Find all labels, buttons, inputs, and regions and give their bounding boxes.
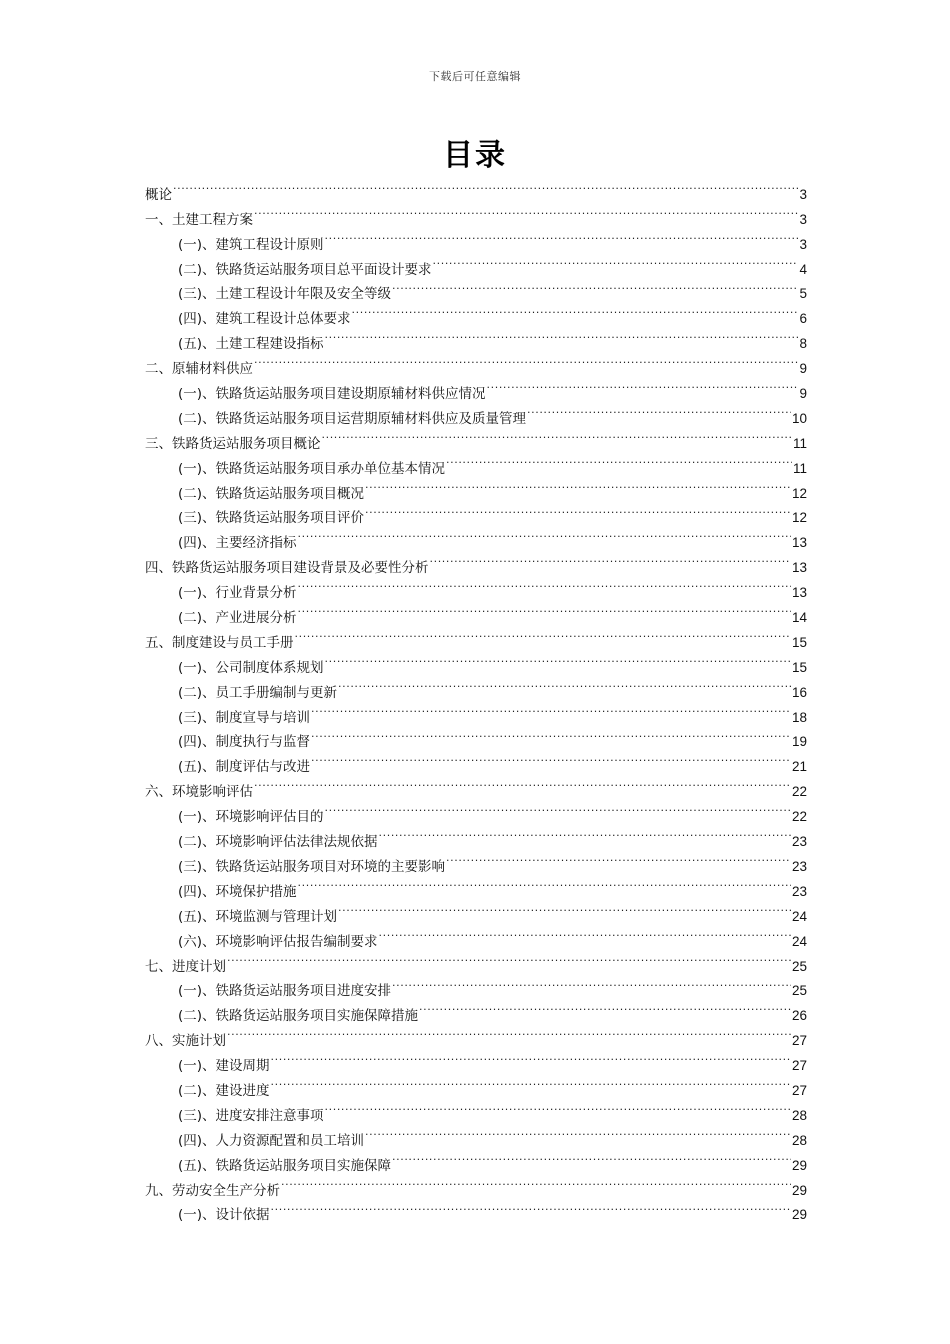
toc-entry-label: (一)、建设周期: [178, 1058, 270, 1075]
toc-page-number: 27: [791, 1033, 807, 1049]
toc-entry-label: (二)、员工手册编制与更新: [178, 684, 338, 701]
toc-dot-leader: [311, 697, 791, 722]
toc-dot-leader: [311, 746, 791, 771]
toc-entry[interactable]: [145, 199, 807, 228]
toc-entry-label: (二)、铁路货运站服务项目实施保障措施: [178, 1008, 419, 1025]
toc-dot-leader: [365, 498, 791, 523]
toc-page-number: 13: [791, 560, 807, 576]
toc-dot-leader: [338, 896, 791, 921]
toc-entry-label: (三)、铁路货运站服务项目对环境的主要影响: [178, 858, 446, 875]
toc-page-number: 16: [791, 684, 807, 700]
toc-page-number: 19: [791, 734, 807, 750]
toc-dot-leader: [271, 1195, 791, 1220]
toc-entry-label: (二)、环境影响评估法律法规依据: [178, 834, 378, 851]
toc-dot-leader: [433, 249, 799, 274]
toc-page-number: 27: [791, 1058, 807, 1074]
toc-dot-leader: [430, 547, 791, 572]
toc-page-number: 9: [799, 386, 807, 402]
toc-entry-label: (一)、行业背景分析: [178, 585, 297, 602]
toc-page-number: 11: [792, 460, 807, 476]
toc-entry-label: (四)、建筑工程设计总体要求: [178, 311, 351, 328]
toc-dot-leader: [446, 448, 792, 473]
page-title: 目录: [443, 138, 507, 173]
toc-page-number: 11: [792, 435, 807, 451]
toc-entry-label: (二)、铁路货运站服务项目总平面设计要求: [178, 261, 432, 278]
toc-entry[interactable]: [145, 946, 807, 975]
toc-entry-label: (一)、公司制度体系规划: [178, 659, 324, 676]
toc-entry[interactable]: [145, 174, 807, 203]
toc-entry-label: (五)、铁路货运站服务项目实施保障: [178, 1157, 392, 1174]
toc-dot-leader: [392, 1145, 791, 1170]
toc-dot-leader: [281, 1170, 791, 1195]
toc-dot-leader: [254, 199, 798, 224]
toc-page-number: 24: [791, 908, 807, 924]
toc-entry-label: (一)、铁路货运站服务项目进度安排: [178, 983, 392, 1000]
toc-page-number: 21: [791, 759, 807, 775]
toc-dot-leader: [446, 846, 791, 871]
toc-page-number: 24: [791, 933, 807, 949]
toc-page-number: 12: [791, 485, 807, 501]
toc-dot-leader: [271, 1045, 791, 1070]
toc-dot-leader: [352, 298, 799, 323]
toc-page-number: 28: [791, 1132, 807, 1148]
toc-entry-label: 九、劳动安全生产分析: [145, 1182, 280, 1199]
toc-page-number: 6: [799, 311, 807, 327]
toc-page-number: 22: [791, 809, 807, 825]
toc-entry-label: (五)、土建工程建设指标: [178, 336, 324, 353]
toc-entry-label: (一)、环境影响评估目的: [178, 809, 324, 826]
toc-dot-leader: [325, 647, 791, 672]
toc-page-number: 15: [791, 659, 807, 675]
toc-entry-label: (三)、制度宣导与培训: [178, 709, 311, 726]
toc-entry-label: (三)、土建工程设计年限及安全等级: [178, 286, 392, 303]
toc-entry-label: (四)、制度执行与监督: [178, 734, 311, 751]
toc-entry-label: 七、进度计划: [145, 958, 226, 975]
toc-dot-leader: [365, 473, 791, 498]
toc-dot-leader: [295, 622, 791, 647]
toc-entry-label: 一、土建工程方案: [145, 211, 253, 228]
toc-dot-leader: [254, 348, 798, 373]
toc-dot-leader: [298, 871, 791, 896]
toc-entry-label: (五)、环境监测与管理计划: [178, 908, 338, 925]
toc-dot-leader: [227, 946, 791, 971]
toc-entry-label: 概论: [145, 186, 172, 203]
toc-entry-label: (二)、铁路货运站服务项目运营期原辅材料供应及质量管理: [178, 410, 527, 427]
toc-page-number: 27: [791, 1082, 807, 1098]
toc-entry-label: (五)、制度评估与改进: [178, 759, 311, 776]
toc-dot-leader: [325, 323, 799, 348]
toc-page-number: 3: [799, 236, 807, 252]
toc-entry-label: (一)、铁路货运站服务项目建设期原辅材料供应情况: [178, 386, 486, 403]
toc-entry-label: (四)、主要经济指标: [178, 535, 297, 552]
toc-dot-leader: [325, 224, 799, 249]
toc-dot-leader: [298, 522, 791, 547]
toc-page-number: 15: [791, 634, 807, 650]
toc-entry-label: (二)、建设进度: [178, 1082, 270, 1099]
toc-dot-leader: [379, 921, 791, 946]
toc-entry-label: (一)、设计依据: [178, 1207, 270, 1224]
toc-subentry[interactable]: [145, 1045, 807, 1075]
toc-entry-label: (六)、环境影响评估报告编制要求: [178, 933, 378, 950]
toc-dot-leader: [487, 373, 799, 398]
toc-dot-leader: [271, 1070, 791, 1095]
toc-entry-label: (三)、进度安排注意事项: [178, 1107, 324, 1124]
toc-dot-leader: [365, 1120, 791, 1145]
toc-dot-leader: [298, 572, 791, 597]
toc-page-number: 22: [791, 784, 807, 800]
toc-entry-label: 三、铁路货运站服务项目概论: [145, 435, 321, 452]
toc-dot-leader: [325, 796, 791, 821]
toc-page-number: 29: [791, 1182, 807, 1198]
toc-entry-label: (二)、铁路货运站服务项目概况: [178, 485, 365, 502]
toc-entry-label: 二、原辅材料供应: [145, 361, 253, 378]
toc-entry-label: 六、环境影响评估: [145, 784, 253, 801]
toc-dot-leader: [254, 771, 791, 796]
toc-dot-leader: [419, 995, 791, 1020]
toc-entry-label: (四)、环境保护措施: [178, 883, 297, 900]
toc-page-number: 5: [799, 286, 807, 302]
toc-dot-leader: [322, 423, 792, 448]
toc-page-number: 23: [791, 883, 807, 899]
toc-page-number: 28: [791, 1107, 807, 1123]
toc-entry-label: (一)、建筑工程设计原则: [178, 236, 324, 253]
toc-dot-leader: [392, 274, 798, 299]
toc-page-number: 29: [791, 1157, 807, 1173]
toc-page-number: 25: [791, 958, 807, 974]
toc-page-number: 10: [791, 410, 807, 426]
toc-page-number: 18: [791, 709, 807, 725]
toc-page-number: 3: [799, 211, 807, 227]
toc-page-number: 8: [799, 336, 807, 352]
toc-entry-label: 五、制度建设与员工手册: [145, 634, 294, 651]
toc-entry-label: (二)、产业进展分析: [178, 610, 297, 627]
toc-dot-leader: [379, 821, 791, 846]
toc-entry-label: (一)、铁路货运站服务项目承办单位基本情况: [178, 460, 446, 477]
toc-page-number: 3: [799, 186, 807, 202]
toc-dot-leader: [298, 597, 791, 622]
toc-page-number: 13: [791, 535, 807, 551]
toc-dot-leader: [392, 971, 791, 996]
toc-page-number: 4: [799, 261, 807, 277]
toc-page-number: 12: [791, 510, 807, 526]
toc-dot-leader: [325, 1095, 791, 1120]
toc-page-number: 14: [791, 610, 807, 626]
toc-entry[interactable]: [145, 1020, 807, 1050]
toc-page-number: 29: [791, 1207, 807, 1223]
toc-dot-leader: [311, 722, 791, 747]
toc-entry-label: 八、实施计划: [145, 1033, 226, 1050]
table-of-contents: [145, 174, 807, 1224]
toc-dot-leader: [338, 672, 791, 697]
toc-dot-leader: [227, 1020, 791, 1045]
toc-page-number: 9: [799, 361, 807, 377]
header-note: 下载后可任意编辑: [429, 70, 521, 83]
toc-page-number: 13: [791, 585, 807, 601]
toc-page-number: 26: [791, 1008, 807, 1024]
toc-entry-label: 四、铁路货运站服务项目建设背景及必要性分析: [145, 560, 429, 577]
toc-dot-leader: [173, 174, 798, 199]
toc-subentry[interactable]: [145, 971, 807, 1000]
toc-entry-label: (三)、铁路货运站服务项目评价: [178, 510, 365, 527]
toc-page-number: 23: [791, 834, 807, 850]
toc-page-number: 25: [791, 983, 807, 999]
toc-dot-leader: [527, 398, 791, 423]
toc-page-number: 23: [791, 858, 807, 874]
toc-entry-label: (四)、人力资源配置和员工培训: [178, 1132, 365, 1149]
